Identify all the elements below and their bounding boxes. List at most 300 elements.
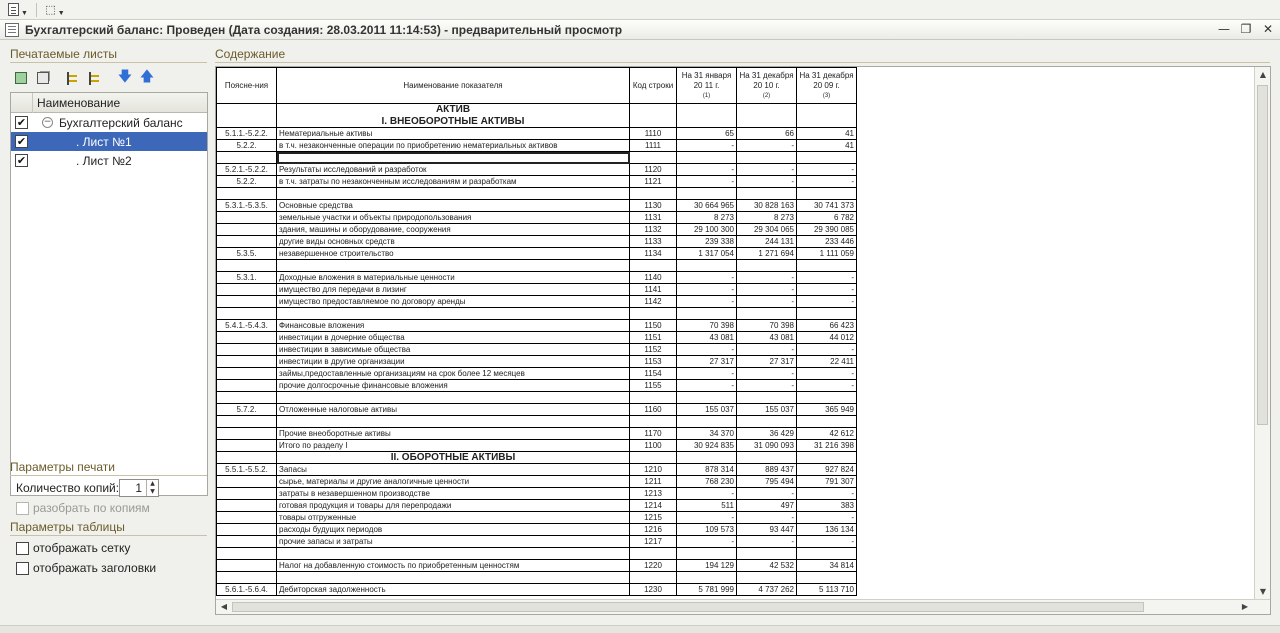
value-cell-1[interactable]: - xyxy=(677,488,737,500)
value-cell-2[interactable]: - xyxy=(737,344,797,356)
move-up-button[interactable] xyxy=(138,69,156,87)
value-cell-2[interactable]: 29 304 065 xyxy=(737,224,797,236)
table-cell[interactable] xyxy=(217,152,277,164)
table-cell[interactable] xyxy=(217,188,277,200)
table-row xyxy=(217,236,857,248)
value-cell-2[interactable]: 70 398 xyxy=(737,320,797,332)
notes-cell[interactable]: 5.7.2. xyxy=(217,404,277,416)
table-cell[interactable] xyxy=(217,308,277,320)
table-cell[interactable] xyxy=(217,572,277,584)
value-cell-1[interactable]: - xyxy=(677,176,737,188)
notes-cell[interactable]: 5.2.2. xyxy=(217,140,277,152)
table-cell[interactable] xyxy=(677,308,737,320)
value-cell-2[interactable]: - xyxy=(737,296,797,308)
value-cell-3[interactable]: 41 xyxy=(797,128,857,140)
value-cell-2[interactable]: 42 532 xyxy=(737,560,797,572)
header-cell-indicator[interactable]: Наименование показателя xyxy=(277,68,630,104)
scroll-up-icon[interactable]: ▲ xyxy=(1259,70,1267,79)
list-item-balance[interactable] xyxy=(11,113,207,132)
indicator-cell[interactable]: прочие запасы и затраты xyxy=(277,536,630,548)
table-cell[interactable] xyxy=(630,152,677,164)
show-grid-label[interactable]: отображать сетку xyxy=(33,541,131,555)
indicator-cell[interactable]: в т.ч. затраты по незаконченным исследованиям и разработкам xyxy=(277,176,630,188)
restore-icon[interactable]: ❐ xyxy=(1240,22,1252,36)
notes-cell[interactable] xyxy=(217,224,277,236)
value-cell-3[interactable]: - xyxy=(797,344,857,356)
code-cell[interactable]: 1217 xyxy=(630,536,677,548)
item-checkbox[interactable]: ✔ xyxy=(16,135,27,148)
value-cell-2[interactable]: 244 131 xyxy=(737,236,797,248)
table-cell[interactable] xyxy=(217,548,277,560)
table-cell[interactable] xyxy=(737,416,797,428)
value-cell-1[interactable]: 8 273 xyxy=(677,212,737,224)
notes-cell[interactable] xyxy=(217,236,277,248)
code-cell[interactable]: 1130 xyxy=(630,200,677,212)
indicator-cell[interactable]: незавершенное строительство xyxy=(277,248,630,260)
code-cell[interactable]: 1214 xyxy=(630,500,677,512)
value-cell-1[interactable]: 194 129 xyxy=(677,560,737,572)
table-cell[interactable] xyxy=(797,392,857,404)
notes-cell[interactable]: 5.5.1.-5.5.2. xyxy=(217,464,277,476)
list-item-sheet-1[interactable] xyxy=(11,132,207,151)
value-cell-2[interactable]: - xyxy=(737,284,797,296)
value-cell-3[interactable]: 1 111 059 xyxy=(797,248,857,260)
move-down-button[interactable] xyxy=(116,69,134,87)
value-cell-3[interactable]: 44 012 xyxy=(797,332,857,344)
notes-cell[interactable]: 5.3.5. xyxy=(217,248,277,260)
indicator-cell[interactable]: Итого по разделу I xyxy=(277,440,630,452)
code-cell[interactable]: 1121 xyxy=(630,176,677,188)
table-cell[interactable] xyxy=(797,548,857,560)
notes-cell[interactable] xyxy=(217,212,277,224)
list-item-sheet-2[interactable] xyxy=(11,151,207,170)
indicator-cell[interactable]: инвестиции в зависимые общества xyxy=(277,344,630,356)
value-cell-1[interactable]: - xyxy=(677,296,737,308)
code-cell[interactable]: 1110 xyxy=(630,128,677,140)
spin-up-icon[interactable]: ▲ xyxy=(150,480,155,487)
uncheck-all-button[interactable] xyxy=(34,69,52,87)
code-cell[interactable]: 1170 xyxy=(630,428,677,440)
scroll-thumb[interactable] xyxy=(232,602,1144,612)
table-row xyxy=(217,212,857,224)
table-cell[interactable] xyxy=(797,308,857,320)
table-cell[interactable] xyxy=(797,416,857,428)
value-cell-1[interactable]: - xyxy=(677,284,737,296)
indicator-cell[interactable]: расходы будущих периодов xyxy=(277,524,630,536)
value-cell-3[interactable]: - xyxy=(797,368,857,380)
indicator-cell[interactable]: Финансовые вложения xyxy=(277,320,630,332)
code-cell[interactable]: 1140 xyxy=(630,272,677,284)
table-cell[interactable] xyxy=(277,416,630,428)
spin-down-icon[interactable]: ▼ xyxy=(150,488,155,495)
indicator-cell[interactable]: инвестиции в дочерние общества xyxy=(277,332,630,344)
indicator-cell[interactable]: здания, машины и оборудование, сооружения xyxy=(277,224,630,236)
table-cell[interactable] xyxy=(737,260,797,272)
indicator-cell[interactable]: Дебиторская задолженность xyxy=(277,584,630,596)
table-row xyxy=(217,188,857,200)
notes-cell[interactable]: 5.2.2. xyxy=(217,176,277,188)
header-cell-code[interactable]: Код строки xyxy=(630,68,677,104)
value-cell-1[interactable]: - xyxy=(677,140,737,152)
indicator-cell[interactable]: готовая продукция и товары для перепродажи xyxy=(277,500,630,512)
notes-cell[interactable] xyxy=(217,380,277,392)
table-cell[interactable] xyxy=(630,572,677,584)
name-column-header[interactable]: Наименование xyxy=(37,95,121,110)
table-cell[interactable] xyxy=(797,260,857,272)
table-cell[interactable] xyxy=(217,392,277,404)
indicator-cell[interactable]: инвестиции в другие организации xyxy=(277,356,630,368)
table-cell[interactable] xyxy=(630,308,677,320)
list-header xyxy=(11,93,207,113)
value-cell-1[interactable]: - xyxy=(677,512,737,524)
collapse-tree-button[interactable] xyxy=(64,69,82,87)
code-cell[interactable]: 1220 xyxy=(630,560,677,572)
value-cell-3[interactable]: 136 134 xyxy=(797,524,857,536)
value-cell-2[interactable]: 795 494 xyxy=(737,476,797,488)
table-cell[interactable] xyxy=(277,308,630,320)
table-cell[interactable] xyxy=(630,548,677,560)
value-cell-1[interactable]: 65 xyxy=(677,128,737,140)
minimize-icon[interactable]: — xyxy=(1218,22,1230,36)
notes-cell[interactable] xyxy=(217,332,277,344)
value-cell-1[interactable]: 29 100 300 xyxy=(677,224,737,236)
value-cell-2[interactable]: 93 447 xyxy=(737,524,797,536)
table-cell[interactable] xyxy=(737,392,797,404)
table-cell[interactable] xyxy=(737,548,797,560)
code-cell[interactable]: 1141 xyxy=(630,284,677,296)
value-cell-2[interactable]: 27 317 xyxy=(737,356,797,368)
table-row xyxy=(217,488,857,500)
value-cell-2[interactable]: - xyxy=(737,272,797,284)
value-cell-3[interactable]: - xyxy=(797,512,857,524)
scroll-down-icon[interactable]: ▼ xyxy=(1259,587,1267,596)
section-divider xyxy=(10,475,207,476)
value-cell-3[interactable]: - xyxy=(797,164,857,176)
code-cell[interactable]: 1120 xyxy=(630,164,677,176)
code-cell[interactable]: 1133 xyxy=(630,236,677,248)
indicator-cell[interactable]: Доходные вложения в материальные ценности xyxy=(277,272,630,284)
code-cell[interactable]: 1230 xyxy=(630,584,677,596)
value-cell-3[interactable]: - xyxy=(797,536,857,548)
notes-cell[interactable] xyxy=(217,476,277,488)
code-cell[interactable]: 1154 xyxy=(630,368,677,380)
notes-cell[interactable] xyxy=(217,356,277,368)
value-cell-1[interactable]: 70 398 xyxy=(677,320,737,332)
value-cell-1[interactable]: 511 xyxy=(677,500,737,512)
notes-cell[interactable] xyxy=(217,488,277,500)
value-cell-1[interactable]: - xyxy=(677,164,737,176)
split-by-copies-option xyxy=(16,501,150,515)
vertical-scrollbar[interactable] xyxy=(1254,67,1270,600)
value-cell-3[interactable]: - xyxy=(797,380,857,392)
scroll-right-icon[interactable]: ▶ xyxy=(1241,602,1249,611)
collapse-icon[interactable]: − xyxy=(43,117,52,127)
table-cell[interactable] xyxy=(677,572,737,584)
table-cell[interactable] xyxy=(737,308,797,320)
value-cell-1[interactable]: - xyxy=(677,380,737,392)
table-row xyxy=(217,152,857,164)
table-cell[interactable] xyxy=(797,188,857,200)
table-cell[interactable] xyxy=(737,572,797,584)
indicator-cell[interactable]: Прочие внеоборотные активы xyxy=(277,428,630,440)
table-cell[interactable] xyxy=(737,152,797,164)
value-cell-2[interactable]: 66 xyxy=(737,128,797,140)
value-cell-2[interactable]: 8 273 xyxy=(737,212,797,224)
expand-tree-button[interactable] xyxy=(86,69,104,87)
value-cell-3[interactable]: 66 423 xyxy=(797,320,857,332)
value-cell-3[interactable]: 5 113 710 xyxy=(797,584,857,596)
printed-sheets-list[interactable] xyxy=(10,92,208,496)
value-cell-2[interactable]: 889 437 xyxy=(737,464,797,476)
indicator-cell[interactable]: имущество для передачи в лизинг xyxy=(277,284,630,296)
table-row xyxy=(217,464,857,476)
notes-cell[interactable]: 5.6.1.-5.6.4. xyxy=(217,584,277,596)
header-year: 20 10 г. xyxy=(753,80,780,90)
indicator-cell[interactable]: Нематериальные активы xyxy=(277,128,630,140)
indicator-cell[interactable]: займы,предоставленные организациям на срок более 12 месяцев xyxy=(277,368,630,380)
code-cell[interactable]: 1142 xyxy=(630,296,677,308)
value-cell-3[interactable]: 31 216 398 xyxy=(797,440,857,452)
table-cell[interactable] xyxy=(797,152,857,164)
notes-cell[interactable]: 5.1.1.-5.2.2. xyxy=(217,128,277,140)
notes-cell[interactable] xyxy=(217,296,277,308)
value-cell-2[interactable]: - xyxy=(737,512,797,524)
value-cell-2[interactable]: 4 737 262 xyxy=(737,584,797,596)
value-cell-2[interactable]: 30 828 163 xyxy=(737,200,797,212)
value-cell-2[interactable]: 1 271 694 xyxy=(737,248,797,260)
value-cell-1[interactable]: 1 317 054 xyxy=(677,248,737,260)
show-headers-label[interactable]: отображать заголовки xyxy=(33,561,157,575)
value-cell-1[interactable]: - xyxy=(677,368,737,380)
table-cell[interactable] xyxy=(677,260,737,272)
show-grid-checkbox[interactable] xyxy=(16,542,29,555)
copies-value[interactable]: 1 xyxy=(135,481,142,495)
value-cell-3[interactable]: 365 949 xyxy=(797,404,857,416)
table-row xyxy=(217,344,857,356)
value-cell-2[interactable]: 155 037 xyxy=(737,404,797,416)
item-checkbox[interactable]: ✔ xyxy=(16,116,27,129)
value-cell-2[interactable]: - xyxy=(737,164,797,176)
table-cell[interactable] xyxy=(797,572,857,584)
indicator-cell[interactable]: другие виды основных средств xyxy=(277,236,630,248)
section-title[interactable]: АКТИВ xyxy=(277,104,630,116)
code-cell[interactable]: 1151 xyxy=(630,332,677,344)
value-cell-3[interactable]: - xyxy=(797,272,857,284)
table-cell[interactable] xyxy=(630,416,677,428)
table-row xyxy=(217,164,857,176)
table-cell[interactable] xyxy=(737,188,797,200)
table-row xyxy=(217,224,857,236)
table-cell[interactable] xyxy=(277,188,630,200)
notes-cell[interactable] xyxy=(217,344,277,356)
header-cell-period-2[interactable] xyxy=(737,68,797,104)
indicator-cell[interactable]: Результаты исследований и разработок xyxy=(277,164,630,176)
value-cell-3[interactable]: 791 307 xyxy=(797,476,857,488)
code-cell[interactable]: 1150 xyxy=(630,320,677,332)
code-cell[interactable]: 1211 xyxy=(630,476,677,488)
show-headers-checkbox[interactable] xyxy=(16,562,29,575)
value-cell-2[interactable]: 36 429 xyxy=(737,428,797,440)
value-cell-2[interactable]: - xyxy=(737,140,797,152)
notes-cell[interactable] xyxy=(217,560,277,572)
scroll-left-icon[interactable]: ◀ xyxy=(220,602,228,611)
horizontal-scrollbar[interactable] xyxy=(216,599,1271,614)
value-cell-1[interactable]: 27 317 xyxy=(677,356,737,368)
code-cell[interactable]: 1134 xyxy=(630,248,677,260)
status-bar xyxy=(0,625,1280,633)
value-cell-3[interactable]: 29 390 085 xyxy=(797,224,857,236)
code-cell[interactable]: 1132 xyxy=(630,224,677,236)
value-cell-3[interactable]: 22 411 xyxy=(797,356,857,368)
notes-cell[interactable] xyxy=(217,500,277,512)
notes-cell[interactable] xyxy=(217,536,277,548)
table-cell[interactable] xyxy=(630,392,677,404)
value-cell-1[interactable]: - xyxy=(677,272,737,284)
table-row xyxy=(217,404,857,416)
value-cell-2[interactable]: - xyxy=(737,536,797,548)
value-cell-3[interactable]: 233 446 xyxy=(797,236,857,248)
window-title: Бухгалтерский баланс: Проведен (Дата создания: 28.03.2011 11:14:53) - предварительный просмотр xyxy=(25,22,623,37)
table-row xyxy=(217,512,857,524)
section-title[interactable]: II. ОБОРОТНЫЕ АКТИВЫ xyxy=(277,452,630,464)
value-cell-1[interactable]: 30 664 965 xyxy=(677,200,737,212)
table-cell[interactable] xyxy=(277,260,630,272)
table-cell[interactable] xyxy=(277,392,630,404)
value-cell-1[interactable]: 878 314 xyxy=(677,464,737,476)
indicator-cell[interactable]: имущество предоставляемое по договору аренды xyxy=(277,296,630,308)
code-cell[interactable]: 1213 xyxy=(630,488,677,500)
table-row xyxy=(217,368,857,380)
value-cell-3[interactable]: - xyxy=(797,488,857,500)
notes-cell[interactable]: 5.3.1. xyxy=(217,272,277,284)
value-cell-1[interactable]: 155 037 xyxy=(677,404,737,416)
code-cell[interactable]: 1131 xyxy=(630,212,677,224)
notes-cell[interactable]: 5.2.1.-5.2.2. xyxy=(217,164,277,176)
spreadsheet-preview[interactable] xyxy=(215,66,1271,615)
table-cell[interactable] xyxy=(277,548,630,560)
value-cell-2[interactable]: - xyxy=(737,368,797,380)
code-cell[interactable]: 1215 xyxy=(630,512,677,524)
indicator-cell[interactable]: земельные участки и объекты природопользования xyxy=(277,212,630,224)
header-cell-period-3[interactable] xyxy=(797,68,857,104)
code-cell[interactable]: 1100 xyxy=(630,440,677,452)
table-cell[interactable] xyxy=(677,392,737,404)
indicator-cell[interactable]: сырье, материалы и другие аналогичные ценности xyxy=(277,476,630,488)
value-cell-2[interactable]: - xyxy=(737,176,797,188)
value-cell-1[interactable]: 30 924 835 xyxy=(677,440,737,452)
value-cell-1[interactable]: 34 370 xyxy=(677,428,737,440)
indicator-cell[interactable]: Налог на добавленную стоимость по приобретенным ценностям xyxy=(277,560,630,572)
scroll-thumb[interactable] xyxy=(1257,85,1268,425)
value-cell-3[interactable]: 6 782 xyxy=(797,212,857,224)
notes-cell[interactable]: 5.3.1.-5.3.5. xyxy=(217,200,277,212)
table-cell[interactable] xyxy=(677,416,737,428)
table-row xyxy=(217,548,857,560)
indicator-cell[interactable]: Основные средства xyxy=(277,200,630,212)
table-cell[interactable] xyxy=(217,416,277,428)
code-cell[interactable]: 1216 xyxy=(630,524,677,536)
notes-cell[interactable] xyxy=(217,440,277,452)
notes-cell[interactable] xyxy=(217,368,277,380)
table-row xyxy=(217,176,857,188)
indicator-cell[interactable]: прочие долгосрочные финансовые вложения xyxy=(277,380,630,392)
notes-cell[interactable] xyxy=(217,284,277,296)
item-checkbox[interactable]: ✔ xyxy=(16,154,27,167)
notes-cell[interactable] xyxy=(217,512,277,524)
value-cell-3[interactable]: - xyxy=(797,176,857,188)
indicator-cell[interactable]: в т.ч. незаконченные операции по приобретению нематериальных активов xyxy=(277,140,630,152)
indicator-cell[interactable]: Отложенные налоговые активы xyxy=(277,404,630,416)
section-title[interactable]: I. ВНЕОБОРОТНЫЕ АКТИВЫ xyxy=(277,116,630,128)
notes-cell[interactable]: 5.4.1.-5.4.3. xyxy=(217,320,277,332)
table-cell[interactable] xyxy=(277,152,630,164)
table-cell[interactable] xyxy=(677,152,737,164)
table-cell[interactable] xyxy=(677,548,737,560)
table-cell[interactable] xyxy=(630,260,677,272)
code-cell[interactable]: 1155 xyxy=(630,380,677,392)
notes-cell[interactable] xyxy=(217,428,277,440)
value-cell-3[interactable]: 34 814 xyxy=(797,560,857,572)
close-icon[interactable]: ✕ xyxy=(1262,22,1274,36)
notes-cell[interactable] xyxy=(217,524,277,536)
table-cell[interactable] xyxy=(630,188,677,200)
value-cell-2[interactable]: - xyxy=(737,380,797,392)
value-cell-1[interactable]: 239 338 xyxy=(677,236,737,248)
code-cell[interactable]: 1160 xyxy=(630,404,677,416)
table-cell[interactable] xyxy=(217,260,277,272)
check-all-button[interactable] xyxy=(12,69,30,87)
balance-table xyxy=(216,67,857,596)
header-cell-period-1[interactable] xyxy=(677,68,737,104)
indicator-cell[interactable]: Запасы xyxy=(277,464,630,476)
value-cell-1[interactable]: 5 781 999 xyxy=(677,584,737,596)
print-menu-button[interactable] xyxy=(4,2,32,18)
value-cell-3[interactable]: - xyxy=(797,296,857,308)
value-cell-1[interactable]: 768 230 xyxy=(677,476,737,488)
value-cell-1[interactable]: - xyxy=(677,344,737,356)
value-cell-3[interactable]: 41 xyxy=(797,140,857,152)
value-cell-2[interactable]: 497 xyxy=(737,500,797,512)
value-cell-3[interactable]: - xyxy=(797,284,857,296)
value-cell-3[interactable]: 927 824 xyxy=(797,464,857,476)
value-cell-1[interactable]: - xyxy=(677,536,737,548)
value-cell-1[interactable]: 109 573 xyxy=(677,524,737,536)
value-cell-2[interactable]: 31 090 093 xyxy=(737,440,797,452)
value-cell-3[interactable]: 30 741 373 xyxy=(797,200,857,212)
code-cell[interactable]: 1210 xyxy=(630,464,677,476)
uncheck-all-icon xyxy=(37,72,49,84)
show-grid-option xyxy=(16,541,130,555)
copies-stepper[interactable] xyxy=(119,479,159,497)
value-cell-2[interactable]: - xyxy=(737,488,797,500)
indicator-cell[interactable]: товары отгруженные xyxy=(277,512,630,524)
split-by-copies-checkbox[interactable] xyxy=(16,502,29,515)
actions-menu-button[interactable] xyxy=(41,2,69,18)
code-cell[interactable]: 1153 xyxy=(630,356,677,368)
code-cell[interactable]: 1111 xyxy=(630,140,677,152)
value-cell-3[interactable]: 42 612 xyxy=(797,428,857,440)
value-cell-2[interactable]: 43 081 xyxy=(737,332,797,344)
table-cell[interactable] xyxy=(677,188,737,200)
header-cell-notes[interactable]: Поясне-ния xyxy=(217,68,277,104)
table-row xyxy=(217,524,857,536)
table-cell[interactable] xyxy=(277,572,630,584)
value-cell-3[interactable]: 383 xyxy=(797,500,857,512)
value-cell-1[interactable]: 43 081 xyxy=(677,332,737,344)
table-row xyxy=(217,560,857,572)
code-cell[interactable]: 1152 xyxy=(630,344,677,356)
indicator-cell[interactable]: затраты в незавершенном производстве xyxy=(277,488,630,500)
